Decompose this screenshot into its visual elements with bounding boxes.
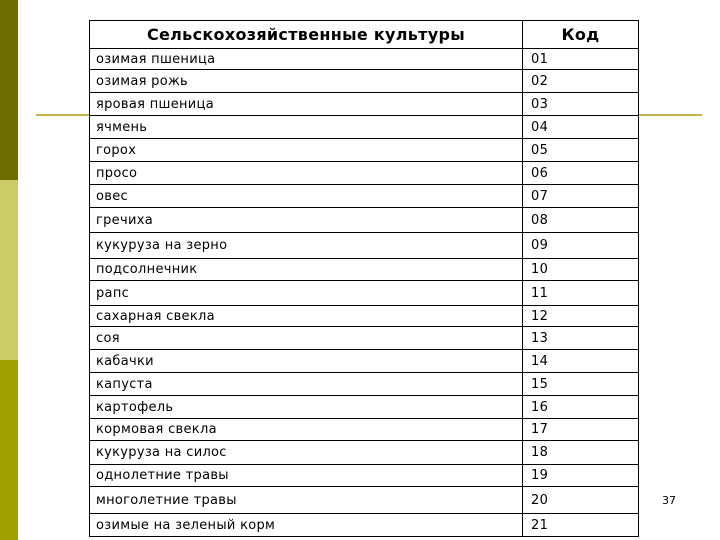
crop-cell: многолетние травы	[90, 487, 523, 514]
table-row	[90, 487, 639, 514]
table-row	[90, 281, 639, 306]
crop-cell: гречиха	[90, 208, 523, 233]
code-cell: 19	[523, 465, 639, 487]
table-row	[90, 419, 639, 441]
code-cell: 15	[523, 373, 639, 396]
table-row	[90, 465, 639, 487]
crop-cell: соя	[90, 327, 523, 350]
crop-cell: яровая пшеница	[90, 93, 523, 116]
crop-cell: просо	[90, 162, 523, 185]
table-row	[90, 259, 639, 281]
table-row	[90, 70, 639, 93]
table-row	[90, 350, 639, 373]
side-bar-top	[0, 0, 18, 180]
crop-cell: кукуруза на силос	[90, 441, 523, 465]
crop-cell: овес	[90, 185, 523, 208]
side-bar-middle	[0, 180, 18, 360]
code-cell: 12	[523, 306, 639, 327]
table-row	[90, 306, 639, 327]
code-cell: 14	[523, 350, 639, 373]
side-bar-bottom	[0, 360, 18, 540]
code-cell: 11	[523, 281, 639, 306]
code-cell: 20	[523, 487, 639, 514]
crop-cell: капуста	[90, 373, 523, 396]
table-row	[90, 396, 639, 419]
code-cell: 05	[523, 139, 639, 162]
code-cell: 16	[523, 396, 639, 419]
crop-cell: подсолнечник	[90, 259, 523, 281]
header-crop: Сельскохозяйственные культуры	[90, 21, 523, 49]
table-row	[90, 162, 639, 185]
code-cell: 02	[523, 70, 639, 93]
crop-cell: картофель	[90, 396, 523, 419]
crop-cell: озимые на зеленый корм	[90, 514, 523, 537]
crop-cell: кабачки	[90, 350, 523, 373]
table-row	[90, 49, 639, 70]
crop-cell: ячмень	[90, 116, 523, 139]
crop-cell: горох	[90, 139, 523, 162]
crop-cell: кормовая свекла	[90, 419, 523, 441]
crop-cell: сахарная свекла	[90, 306, 523, 327]
code-cell: 13	[523, 327, 639, 350]
code-cell: 21	[523, 514, 639, 537]
code-cell: 08	[523, 208, 639, 233]
code-cell: 03	[523, 93, 639, 116]
page-number: 37	[662, 494, 676, 507]
crop-cell: рапс	[90, 281, 523, 306]
code-cell: 09	[523, 233, 639, 259]
table-row	[90, 116, 639, 139]
table-row	[90, 185, 639, 208]
table-header-row	[90, 21, 639, 49]
table-row	[90, 327, 639, 350]
table-row	[90, 139, 639, 162]
table-row	[90, 441, 639, 465]
table-row	[90, 373, 639, 396]
table-row	[90, 208, 639, 233]
table-row	[90, 514, 639, 537]
table-row	[90, 93, 639, 116]
code-cell: 10	[523, 259, 639, 281]
crop-cell: озимая рожь	[90, 70, 523, 93]
code-cell: 18	[523, 441, 639, 465]
crop-code-table	[89, 20, 639, 537]
code-cell: 07	[523, 185, 639, 208]
code-cell: 06	[523, 162, 639, 185]
header-code: Код	[523, 21, 639, 49]
crop-cell: озимая пшеница	[90, 49, 523, 70]
crop-cell: кукуруза на зерно	[90, 233, 523, 259]
code-cell: 17	[523, 419, 639, 441]
code-cell: 04	[523, 116, 639, 139]
table-row	[90, 233, 639, 259]
crop-cell: однолетние травы	[90, 465, 523, 487]
code-cell: 01	[523, 49, 639, 70]
